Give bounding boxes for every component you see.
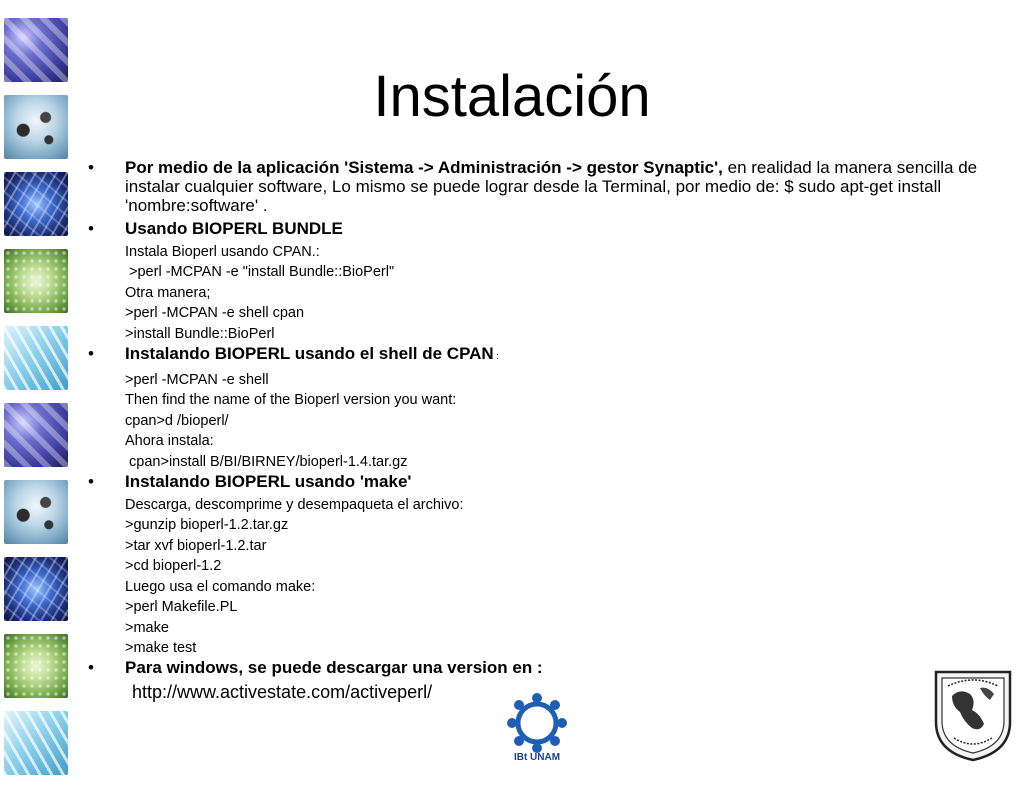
code-line: Then find the name of the Bioperl version you want: xyxy=(125,392,457,409)
unam-seal-logo xyxy=(930,666,1016,762)
bacteria-image xyxy=(4,403,68,467)
network-image xyxy=(4,172,68,236)
green-cell-image xyxy=(4,634,68,698)
decorative-image-strip xyxy=(4,18,70,788)
code-line: >perl -MCPAN -e "install Bundle::BioPerl" xyxy=(125,264,395,281)
code-line: Luego usa el comando make: xyxy=(125,578,316,595)
code-line: Instala Bioperl usando CPAN.: xyxy=(125,244,320,260)
bullet-heading: Usando BIOPERL BUNDLE xyxy=(125,219,343,238)
code-line: >perl -MCPAN -e shell xyxy=(125,372,269,389)
bullet-cpan-shell xyxy=(88,344,988,366)
code-line: >make test xyxy=(125,639,197,656)
code-line: Ahora instala: xyxy=(125,433,214,450)
bullet-heading: Instalando BIOPERL usando 'make' xyxy=(125,472,412,492)
bullet-text: en realidad la manera sencilla de instalar cualquier software, Lo mismo se puede lograr desde la Terminal, por medio de: $ sudo apt-get install 'nombre:software' . xyxy=(125,158,978,215)
code-line: Descarga, descomprime y desempaqueta el archivo: xyxy=(125,497,464,514)
unam-seal-icon xyxy=(930,666,1016,762)
dna-image xyxy=(4,711,68,775)
code-line: >perl Makefile.PL xyxy=(125,599,238,616)
bullet-sublines xyxy=(88,370,988,472)
network-image xyxy=(4,557,68,621)
code-line: cpan>d /bioperl/ xyxy=(125,412,229,429)
code-line: >tar xvf bioperl-1.2.tar xyxy=(125,537,267,554)
bullet-make xyxy=(88,472,988,491)
ibt-emblem-icon xyxy=(504,692,570,754)
bullet-windows xyxy=(88,658,988,677)
slide-title: Instalación xyxy=(373,64,651,129)
bullet-sublines xyxy=(88,495,988,658)
green-cell-image xyxy=(4,249,68,313)
bullet-heading: Para windows, se puede descargar una version en : xyxy=(125,658,543,678)
bullet-synaptic xyxy=(88,158,988,215)
code-line: >gunzip bioperl-1.2.tar.gz xyxy=(125,517,289,534)
code-line: Otra manera; xyxy=(125,284,211,301)
bullet-heading: Instalando BIOPERL usando el shell de CPAN xyxy=(125,344,494,364)
code-line: >make xyxy=(125,619,169,636)
bullet-suffix: : xyxy=(493,351,499,362)
code-line: >cd bioperl-1.2 xyxy=(125,558,222,575)
bullet-heading: Por medio de la aplicación 'Sistema -> Administración -> gestor Synaptic', xyxy=(125,158,723,177)
bullet-bioperl-bundle xyxy=(88,219,988,238)
activeperl-url[interactable]: http://www.activestate.com/activeperl/ xyxy=(132,682,433,703)
ibt-unam-logo xyxy=(497,692,577,768)
slide-content xyxy=(88,158,988,703)
code-line: cpan>install B/BI/BIRNEY/bioperl-1.4.tar.gz xyxy=(125,453,408,470)
code-line: >perl -MCPAN -e shell cpan xyxy=(125,305,305,322)
code-line: >install Bundle::BioPerl xyxy=(125,325,275,342)
bullet-sublines xyxy=(88,242,988,344)
cells-image xyxy=(4,480,68,544)
ibt-logo-text: IBt UNAM xyxy=(513,752,561,763)
dna-image xyxy=(4,326,68,390)
